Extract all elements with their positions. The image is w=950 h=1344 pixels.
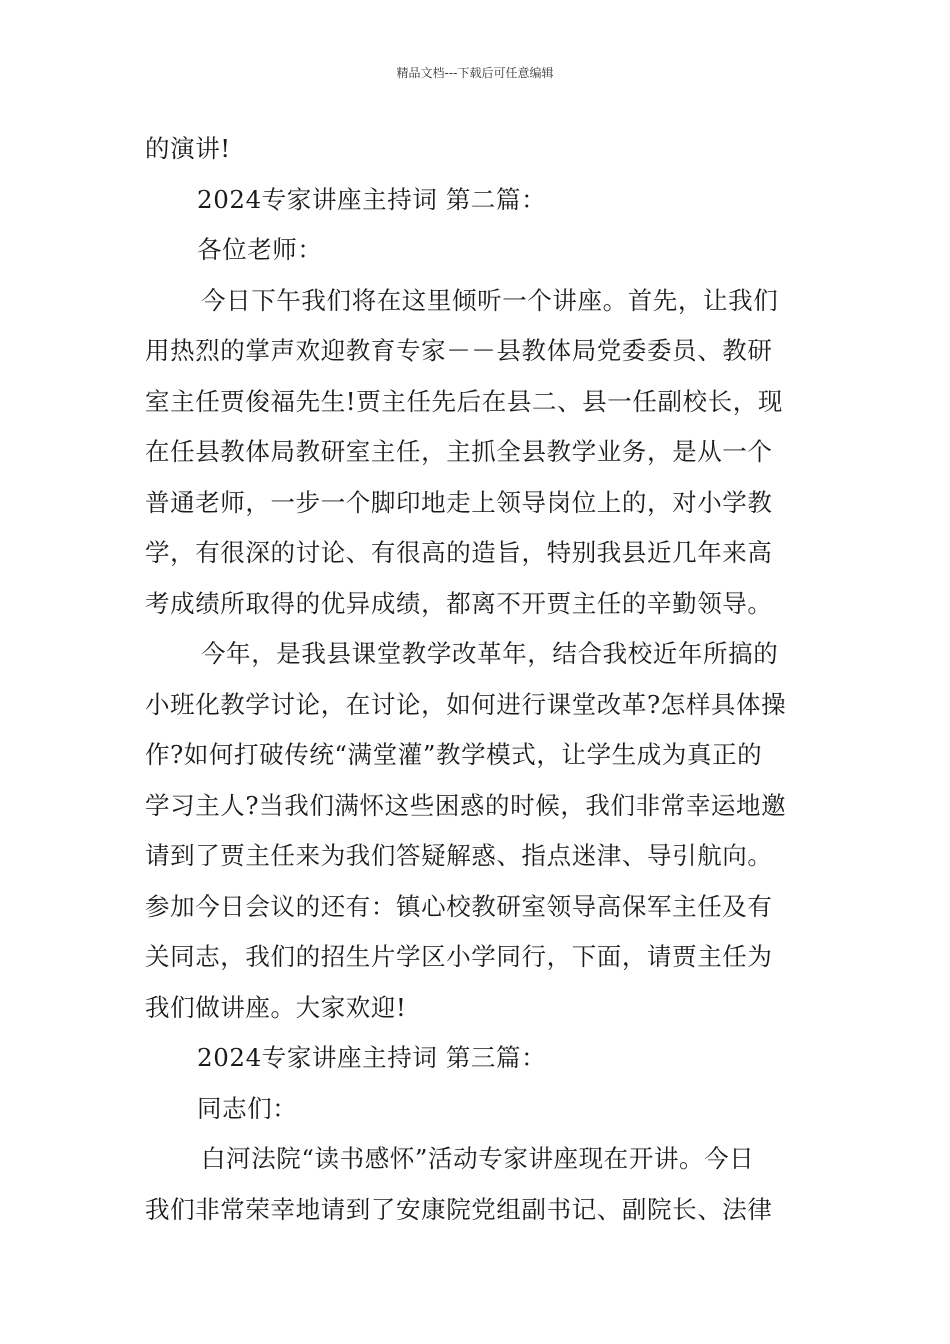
- text-line: 今日下午我们将在这里倾听一个讲座。首先，让我们: [201, 285, 779, 315]
- text-line: 今年，是我县课堂教学改革年，结合我校近年所搞的: [201, 639, 779, 668]
- text-line: 请到了贾主任来为我们答疑解惑、指点迷津、导引航向。: [145, 841, 773, 870]
- text-line: 在任县教体局教研室主任，主抓全县教学业务，是从一个: [145, 437, 773, 466]
- section-heading: 2024专家讲座主持词 第二篇：: [197, 184, 547, 214]
- text-line: 参加今日会议的还有：镇心校教研室领导高保军主任及有: [145, 891, 773, 921]
- text-line: 我们做讲座。大家欢迎!: [145, 992, 407, 1022]
- text-line: 普通老师，一步一个脚印地走上领导岗位上的，对小学教: [145, 487, 773, 517]
- section-heading: 2024专家讲座主持词 第三篇：: [197, 1043, 547, 1072]
- text-line: 小班化教学讨论，在讨论，如何进行课堂改革?怎样具体操: [145, 689, 787, 719]
- text-line: 作?如何打破传统“满堂灌”教学模式，让学生成为真正的: [145, 740, 763, 769]
- text-line: 关同志，我们的招生片学区小学同行，下面，请贾主任为: [145, 942, 773, 971]
- text-line: 学习主人?当我们满怀这些困惑的时候，我们非常幸运地邀: [145, 790, 787, 820]
- text-line: 室主任贾俊福先生!贾主任先后在县二、县一任副校长，现: [145, 386, 783, 416]
- salutation: 各位老师：: [197, 235, 323, 264]
- text-line: 我们非常荣幸地请到了安康院党组副书记、副院长、法律: [145, 1194, 773, 1224]
- text-line: 学，有很深的讨论、有很高的造旨，特别我县近几年来高: [145, 538, 773, 567]
- salutation: 同志们：: [197, 1093, 298, 1123]
- text-line: 白河法院“读书感怀”活动专家讲座现在开讲。今日: [201, 1144, 755, 1173]
- text-line: 考成绩所取得的优异成绩，都离不开贾主任的辛勤领导。: [145, 588, 773, 618]
- document-body: [145, 124, 810, 1235]
- text-line: 的演讲!: [145, 134, 231, 163]
- page-header: 精品文档---下载后可任意编辑: [396, 66, 554, 80]
- text-line: 用热烈的掌声欢迎教育专家－－县教体局党委委员、教研: [145, 336, 773, 365]
